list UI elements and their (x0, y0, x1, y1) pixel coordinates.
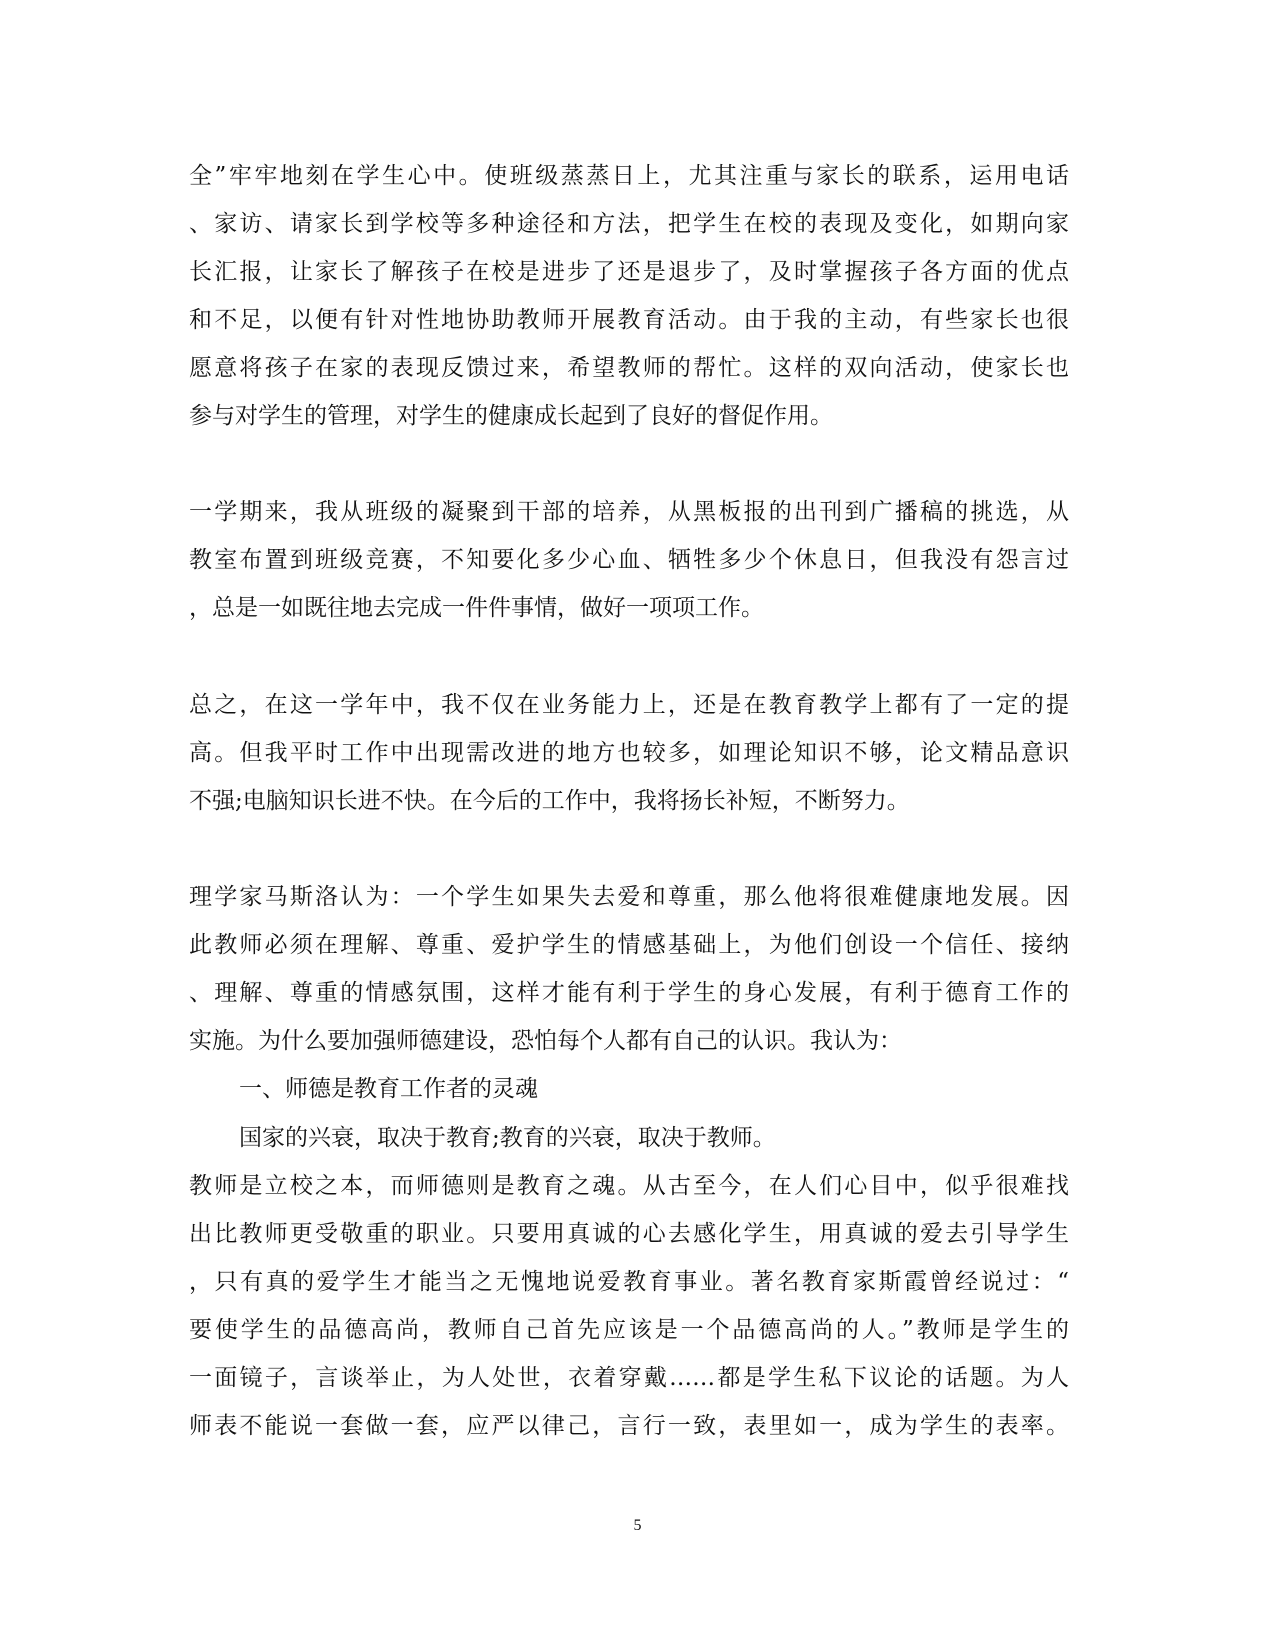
text-line: 国家的兴衰，取决于教育;教育的兴衰，取决于教师。 (239, 1125, 776, 1151)
text-line: 高。但我平时工作中出现需改进的地方也较多，如理论知识不够，论文精品意识 (189, 740, 1069, 766)
text-line: 教师是立校之本，而师德则是教育之魂。从古至今，在人们心目中，似乎很难找 (189, 1173, 1069, 1199)
text-line: 总之，在这一学年中，我不仅在业务能力上，还是在教育教学上都有了一定的提 (189, 692, 1069, 718)
text-line: 愿意将孩子在家的表现反馈过来，希望教师的帮忙。这样的双向活动，使家长也 (189, 355, 1069, 381)
text-line: 要使学生的品德高尚，教师自己首先应该是一个品德高尚的人。”教师是学生的 (189, 1317, 1069, 1343)
text-line: 和不足，以便有针对性地协助教师开展教育活动。由于我的主动，有些家长也很 (189, 307, 1069, 333)
text-line: ，只有真的爱学生才能当之无愧地说爱教育事业。著名教育家斯霞曾经说过：“ (189, 1269, 1069, 1295)
text-line: 、家访、请家长到学校等多种途径和方法，把学生在校的表现及变化，如期向家 (189, 211, 1069, 237)
text-line: 参与对学生的管理，对学生的健康成长起到了良好的督促作用。 (189, 403, 833, 429)
text-line: 师表不能说一套做一套，应严以律己，言行一致，表里如一，成为学生的表率。 (189, 1413, 1069, 1439)
text-line: ，总是一如既往地去完成一件件事情，做好一项项工作。 (189, 595, 764, 621)
text-line: 理学家马斯洛认为：一个学生如果失去爱和尊重，那么他将很难健康地发展。因 (189, 884, 1069, 910)
text-line: 一面镜子，言谈举止，为人处世，衣着穿戴……都是学生私下议论的话题。为人 (189, 1365, 1069, 1391)
page-number: 5 (633, 1517, 642, 1534)
text-line: 实施。为什么要加强师德建设，恐怕每个人都有自己的认识。我认为： (189, 1028, 902, 1054)
text-line: 此教师必须在理解、尊重、爱护学生的情感基础上，为他们创设一个信任、接纳 (189, 932, 1069, 958)
text-line: 全”牢牢地刻在学生心中。使班级蒸蒸日上，尤其注重与家长的联系，运用电话 (189, 163, 1069, 189)
text-line: 一学期来，我从班级的凝聚到干部的培养，从黑板报的出刊到广播稿的挑选，从 (189, 499, 1069, 525)
text-line: 不强;电脑知识长进不快。在今后的工作中，我将扬长补短，不断努力。 (189, 788, 910, 814)
section-heading: 一、师德是教育工作者的灵魂 (239, 1076, 538, 1102)
text-line: 长汇报，让家长了解孩子在校是进步了还是退步了，及时掌握孩子各方面的优点 (189, 259, 1069, 285)
text-line: 、理解、尊重的情感氛围，这样才能有利于学生的身心发展，有利于德育工作的 (189, 980, 1069, 1006)
text-line: 出比教师更受敬重的职业。只要用真诚的心去感化学生，用真诚的爱去引导学生 (189, 1221, 1069, 1247)
text-line: 教室布置到班级竞赛，不知要化多少心血、牺牲多少个休息日，但我没有怨言过 (189, 547, 1069, 573)
